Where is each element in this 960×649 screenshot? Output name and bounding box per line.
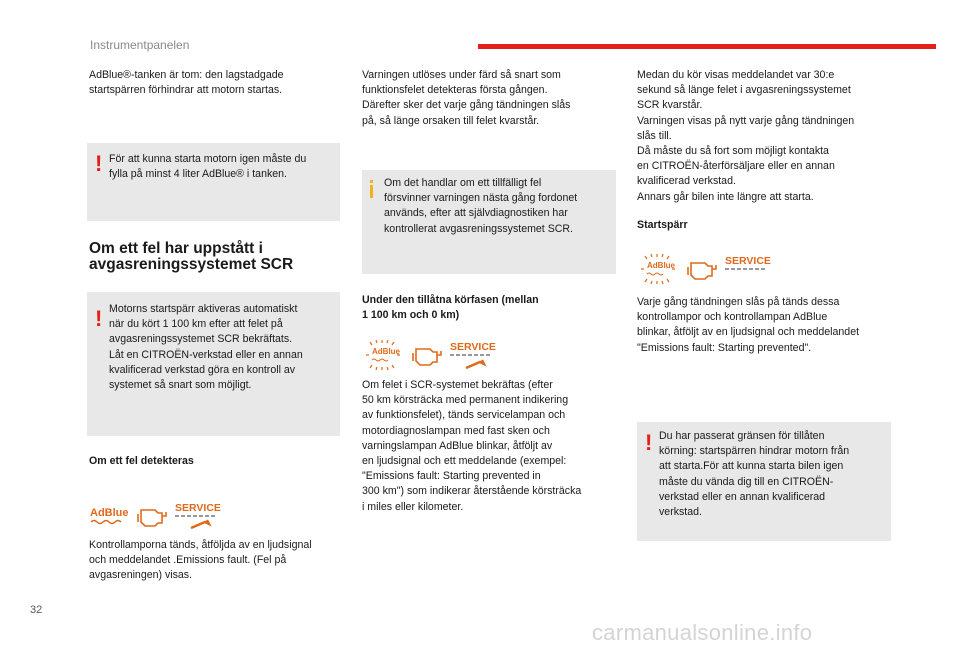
col1-intro: AdBlue®-tanken är tom: den lagstadgade startspärren förhindrar att motorn startas. — [89, 69, 284, 97]
wrench-icon — [191, 520, 209, 528]
col1-subheading: Om ett fel detekteras — [89, 455, 194, 467]
wrench-icon — [466, 360, 484, 368]
engine-icon — [413, 349, 441, 365]
col2-info-text: Om det handlar om ett tillfälligt fel försvinner varningen nästa gång fordonet används, efter att självdiagnostiken har kontrollerat avgasreningssystemet SCR. — [384, 177, 578, 235]
adblue-wave-icon — [91, 521, 121, 524]
header-accent-bar — [478, 44, 936, 49]
col3-body: Varje gång tändningen slås på tänds dessa kontrollampor och kontrollampan AdBlue blinkar, åtföljt av en ljudsignal och meddelandet "Emissions fault: Starting prevented". — [637, 296, 860, 354]
section-title: Instrumentpanelen — [90, 38, 190, 52]
warning-lamps-icon — [89, 500, 224, 532]
adblue-lamp-label: AdBlue — [90, 507, 129, 519]
col1-warning2-text: Motorns startspärr aktiveras automatiskt när du kört 1 100 km efter att felet på avgasreningssystemet SCR bekräftats. Låt en CITROËN-verkstad eller en annan kvalificerad verkstad göra en kontroll av systemet så snart som möjligt. — [109, 303, 303, 392]
col2-body: Om felet i SCR-systemet bekräftas (efter 50 km körsträcka med permanent indikering av funktionsfelet), tänds servicelampan och motordiagnoslampan med fast sken och varningslampan AdBlue blinkar, åtföljt av en ljudsignal och ett meddelande (exempel: "Emissions fault: Starting prevented in 300 km") som indikerar återstående körsträcka i miles eller kilometer. — [362, 379, 582, 513]
service-lamp-label: SERVICE — [725, 255, 771, 267]
warning-icon: ! — [95, 306, 103, 331]
service-lamp-label: SERVICE — [175, 502, 221, 514]
col1-warning1-text: För att kunna starta motorn igen måste du fylla på minst 4 liter AdBlue® i tanken. — [109, 153, 307, 181]
warning-lamps-icon — [366, 338, 496, 372]
col1-lamps — [89, 500, 224, 537]
col2-subheading: Under den tillåtna körfasen (mellan 1 100 km och 0 km) — [362, 294, 539, 322]
page-number: 32 — [30, 604, 43, 616]
warning-icon: ! — [95, 151, 103, 176]
col3-warning-box — [637, 422, 891, 541]
col3-warning-text: Du har passerat gränsen för tillåten körning: startspärren hindrar motorn från att starta.För att kunna starta bilen igen måste du vända dig till en CITROËN- verkstad eller en annan kvalificerad verkstad. — [659, 430, 850, 519]
watermark: carmanualsonline.info — [592, 620, 813, 645]
col3-intro: Medan du kör visas meddelandet var 30:e sekund så länge felet i avgasreningssystemet SCR kvarstår. Varningen visas på nytt varje gång tändningen slås till. Då måste du så fort som möjligt kontakta en CITROËN-återförsäljare eller en annan kvalificerad verkstad. Annars går bilen inte längre att starta. — [637, 69, 855, 203]
col3-subheading: Startspärr — [637, 219, 688, 231]
warning-lamps-icon — [641, 252, 771, 286]
col1-heading: Om ett fel har uppstått i avgasreningssystemet SCR — [89, 240, 294, 273]
info-icon — [370, 180, 373, 183]
adblue-lamp-label: AdBlue — [647, 261, 675, 270]
col2-info-box — [362, 170, 616, 274]
adblue-lamp-label: AdBlue — [372, 347, 400, 356]
warning-icon: ! — [645, 430, 653, 455]
service-lamp-label: SERVICE — [450, 341, 496, 353]
engine-icon — [688, 263, 716, 279]
col1-body: Kontrollamporna tänds, åtföljda av en ljudsignal och meddelandet .Emissions fault. (Fel på avgasreningen) visas. — [89, 539, 312, 582]
col1-warning-box — [87, 143, 340, 221]
col3-lamps — [641, 252, 771, 291]
engine-icon — [138, 510, 166, 526]
col1-warning2-box — [87, 292, 340, 436]
col2-lamps — [366, 338, 496, 377]
col2-intro: Varningen utlöses under färd så snart som funktionsfelet detekteras första gången. Därefter sker det varje gång tändningen slås på, så länge orsaken till felet kvarstår. — [362, 69, 571, 127]
